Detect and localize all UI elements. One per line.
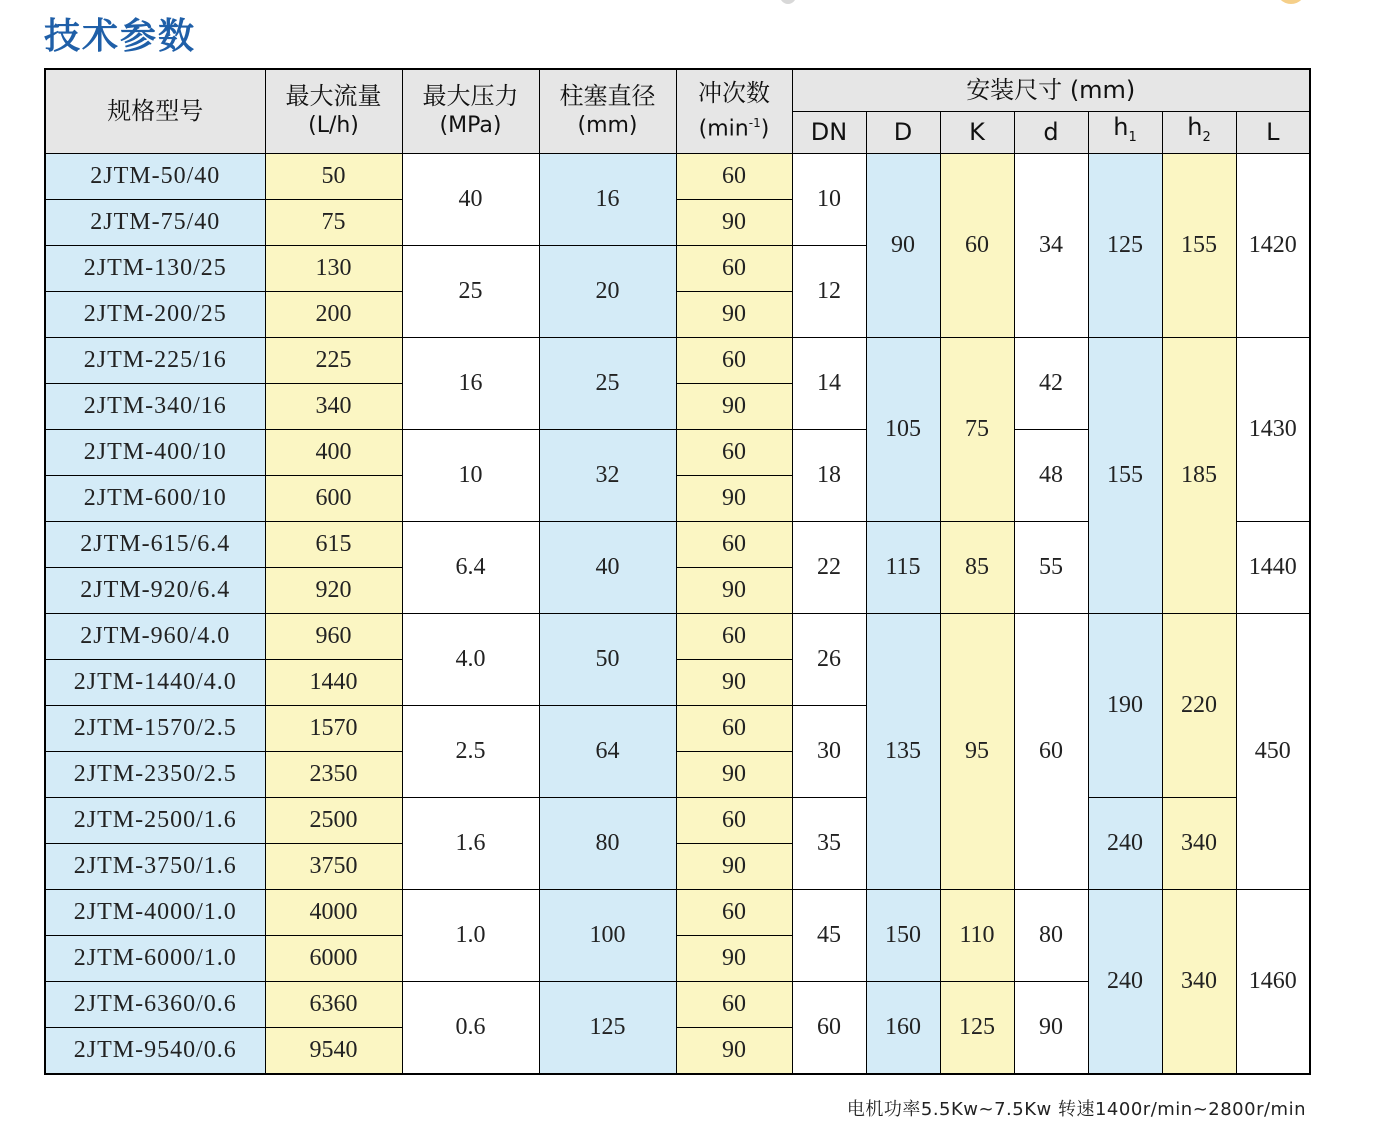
d-cell: 80 <box>1014 889 1088 981</box>
flow-cell: 6360 <box>265 981 402 1027</box>
pressure-cell: 4.0 <box>402 613 539 705</box>
K-cell: 85 <box>940 521 1014 613</box>
stroke-cell: 60 <box>676 337 792 383</box>
model-cell: 2JTM-6360/0.6 <box>45 981 265 1027</box>
d-cell: 48 <box>1014 429 1088 521</box>
stroke-cell: 60 <box>676 705 792 751</box>
header-dn: DN <box>792 111 866 153</box>
flow-cell: 615 <box>265 521 402 567</box>
model-cell: 2JTM-50/40 <box>45 153 265 199</box>
flow-cell: 960 <box>265 613 402 659</box>
L-cell: 1420 <box>1236 153 1310 337</box>
model-cell: 2JTM-75/40 <box>45 199 265 245</box>
D-cell: 150 <box>866 889 940 981</box>
model-cell: 2JTM-2500/1.6 <box>45 797 265 843</box>
plunger-cell: 20 <box>539 245 676 337</box>
h1-cell: 125 <box>1088 153 1162 337</box>
table-row <box>45 153 1310 199</box>
stroke-cell: 90 <box>676 475 792 521</box>
stroke-cell: 90 <box>676 935 792 981</box>
h1-cell: 240 <box>1088 797 1162 889</box>
d-cell: 34 <box>1014 153 1088 337</box>
table-row <box>45 613 1310 659</box>
header-max-pressure: 最大压力 (MPa) <box>402 69 539 153</box>
decorative-mark <box>780 0 796 4</box>
dn-cell: 18 <box>792 429 866 521</box>
flow-cell: 2500 <box>265 797 402 843</box>
flow-cell: 3750 <box>265 843 402 889</box>
model-cell: 2JTM-1570/2.5 <box>45 705 265 751</box>
stroke-cell: 90 <box>676 383 792 429</box>
model-cell: 2JTM-130/25 <box>45 245 265 291</box>
K-cell: 110 <box>940 889 1014 981</box>
h1-cell: 190 <box>1088 613 1162 797</box>
header-d: d <box>1014 111 1088 153</box>
pressure-cell: 10 <box>402 429 539 521</box>
plunger-cell: 125 <box>539 981 676 1074</box>
dn-cell: 14 <box>792 337 866 429</box>
pressure-cell: 40 <box>402 153 539 245</box>
D-cell: 90 <box>866 153 940 337</box>
L-cell: 1440 <box>1236 521 1310 613</box>
flow-cell: 50 <box>265 153 402 199</box>
model-cell: 2JTM-9540/0.6 <box>45 1027 265 1074</box>
header-K: K <box>940 111 1014 153</box>
header-stroke-rate: 冲次数 $(\min^{-1})$ <box>676 69 792 153</box>
dn-cell: 22 <box>792 521 866 613</box>
model-cell: 2JTM-2350/2.5 <box>45 751 265 797</box>
stroke-cell: 60 <box>676 429 792 475</box>
stroke-cell: 90 <box>676 659 792 705</box>
h2-cell: 185 <box>1162 337 1236 613</box>
pressure-cell: 0.6 <box>402 981 539 1074</box>
header-L: L <box>1236 111 1310 153</box>
plunger-cell: 40 <box>539 521 676 613</box>
stroke-cell: 90 <box>676 751 792 797</box>
plunger-cell: 25 <box>539 337 676 429</box>
dn-cell: 10 <box>792 153 866 245</box>
model-cell: 2JTM-340/16 <box>45 383 265 429</box>
K-cell: 60 <box>940 153 1014 337</box>
model-cell: 2JTM-400/10 <box>45 429 265 475</box>
L-cell: 1430 <box>1236 337 1310 521</box>
header-plunger-diameter: 柱塞直径 (mm) <box>539 69 676 153</box>
stroke-cell: 60 <box>676 889 792 935</box>
model-cell: 2JTM-615/6.4 <box>45 521 265 567</box>
header-h2: $h_2$ <box>1162 111 1236 153</box>
stroke-cell: 90 <box>676 291 792 337</box>
flow-cell: 75 <box>265 199 402 245</box>
h2-cell: 220 <box>1162 613 1236 797</box>
table-row <box>45 337 1310 383</box>
model-cell: 2JTM-6000/1.0 <box>45 935 265 981</box>
stroke-cell: 60 <box>676 521 792 567</box>
stroke-cell: 60 <box>676 613 792 659</box>
header-max-flow: 最大流量 (L/h) <box>265 69 402 153</box>
flow-cell: 340 <box>265 383 402 429</box>
model-cell: 2JTM-4000/1.0 <box>45 889 265 935</box>
flow-cell: 225 <box>265 337 402 383</box>
stroke-cell: 90 <box>676 843 792 889</box>
header-h1: $h_1$ <box>1088 111 1162 153</box>
h1-cell: 240 <box>1088 889 1162 1074</box>
header-model: 规格型号 <box>45 69 265 153</box>
D-cell: 105 <box>866 337 940 521</box>
K-cell: 75 <box>940 337 1014 521</box>
flow-cell: 1440 <box>265 659 402 705</box>
model-cell: 2JTM-1440/4.0 <box>45 659 265 705</box>
stroke-cell: 60 <box>676 245 792 291</box>
technical-parameters-table <box>44 68 1311 1075</box>
dn-cell: 60 <box>792 981 866 1074</box>
plunger-cell: 64 <box>539 705 676 797</box>
header-install-dimensions: 安装尺寸 (mm) <box>792 69 1310 111</box>
page-title: 技术参数 <box>44 16 197 57</box>
h2-cell: 155 <box>1162 153 1236 337</box>
pressure-cell: 1.0 <box>402 889 539 981</box>
model-cell: 2JTM-960/4.0 <box>45 613 265 659</box>
flow-cell: 1570 <box>265 705 402 751</box>
h1-cell: 155 <box>1088 337 1162 613</box>
flow-cell: 4000 <box>265 889 402 935</box>
motor-spec-footnote: 电机功率5.5Kw~7.5Kw 转速1400r/min~2800r/min <box>846 1099 1306 1120</box>
plunger-cell: 100 <box>539 889 676 981</box>
flow-cell: 920 <box>265 567 402 613</box>
table-row <box>45 889 1310 935</box>
stroke-cell: 60 <box>676 797 792 843</box>
h2-cell: 340 <box>1162 797 1236 889</box>
decorative-corner-shape <box>1276 0 1306 4</box>
d-cell: 42 <box>1014 337 1088 429</box>
pressure-cell: 6.4 <box>402 521 539 613</box>
plunger-cell: 80 <box>539 797 676 889</box>
dn-cell: 45 <box>792 889 866 981</box>
flow-cell: 9540 <box>265 1027 402 1074</box>
K-cell: 125 <box>940 981 1014 1074</box>
model-cell: 2JTM-600/10 <box>45 475 265 521</box>
stroke-cell: 90 <box>676 567 792 613</box>
flow-cell: 130 <box>265 245 402 291</box>
header-D: D <box>866 111 940 153</box>
flow-cell: 600 <box>265 475 402 521</box>
plunger-cell: 50 <box>539 613 676 705</box>
dn-cell: 30 <box>792 705 866 797</box>
flow-cell: 6000 <box>265 935 402 981</box>
model-cell: 2JTM-3750/1.6 <box>45 843 265 889</box>
stroke-cell: 60 <box>676 981 792 1027</box>
dn-cell: 12 <box>792 245 866 337</box>
D-cell: 135 <box>866 613 940 889</box>
h2-cell: 340 <box>1162 889 1236 1074</box>
d-cell: 55 <box>1014 521 1088 613</box>
L-cell: 450 <box>1236 613 1310 889</box>
stroke-cell: 60 <box>676 153 792 199</box>
D-cell: 115 <box>866 521 940 613</box>
stroke-cell: 90 <box>676 199 792 245</box>
dn-cell: 35 <box>792 797 866 889</box>
plunger-cell: 32 <box>539 429 676 521</box>
pressure-cell: 16 <box>402 337 539 429</box>
L-cell: 1460 <box>1236 889 1310 1074</box>
flow-cell: 400 <box>265 429 402 475</box>
d-cell: 60 <box>1014 613 1088 889</box>
pressure-cell: 1.6 <box>402 797 539 889</box>
model-cell: 2JTM-200/25 <box>45 291 265 337</box>
K-cell: 95 <box>940 613 1014 889</box>
d-cell: 90 <box>1014 981 1088 1074</box>
plunger-cell: 16 <box>539 153 676 245</box>
flow-cell: 200 <box>265 291 402 337</box>
stroke-cell: 90 <box>676 1027 792 1074</box>
model-cell: 2JTM-920/6.4 <box>45 567 265 613</box>
dn-cell: 26 <box>792 613 866 705</box>
model-cell: 2JTM-225/16 <box>45 337 265 383</box>
pressure-cell: 2.5 <box>402 705 539 797</box>
table-row <box>45 797 1310 843</box>
flow-cell: 2350 <box>265 751 402 797</box>
D-cell: 160 <box>866 981 940 1074</box>
pressure-cell: 25 <box>402 245 539 337</box>
